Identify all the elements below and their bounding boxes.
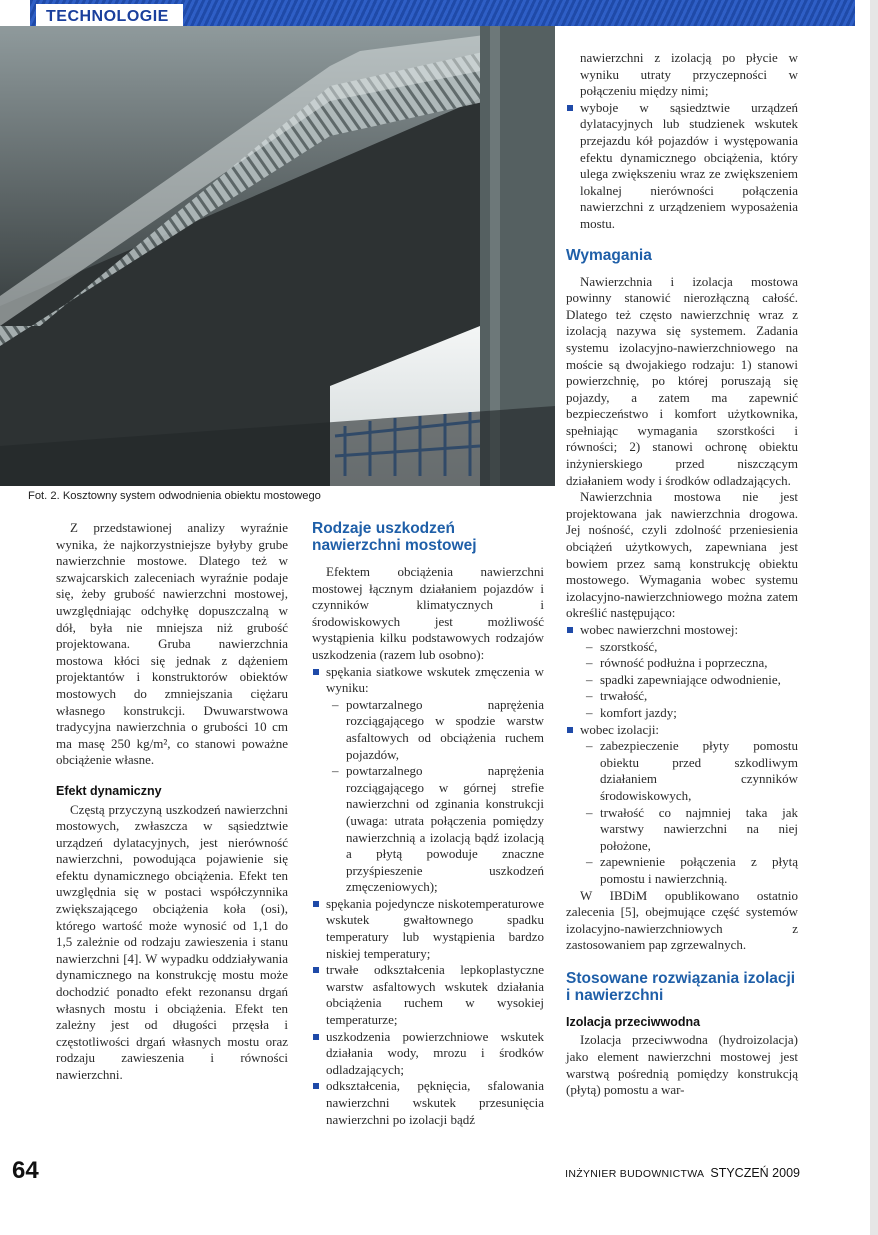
bridge-photo [0, 26, 555, 486]
paragraph: Częstą przyczyną uszkodzeń nawierzchni mostowych, zwłaszcza w sąsiedztwie urządzeń dylatacyjnych, jest nierówność nawierzchni, powodująca pojawienie się efektu dynamicznego obciążenia. Efekt ten uwzględnia się w postaci współczynnika zwiększającego obciążenia koła (osi), którego wartość może wynosić od 1,1 do 1,5 zależnie od rodzaju zawieszenia i stanu nawierzchni [4]. W wypadku oddziaływania dynamicznego na konstrukcję mostu może dochodzić ponadto efekt rezonansu drgań własnych mostu i obciążenia. Efekt ten zależny jest od długości przęsła i częstotliwości drgań własnych mostu oraz rodzaju zawieszenia i równości nawierzchni. [56, 801, 288, 1082]
sub-list-item: – trwałość co najmniej taka jak warstwy nawierzchni na niej położone, [586, 805, 798, 855]
paragraph: Efektem obciążenia nawierzchni mostowej łącznym działaniem pojazdów i czynników klimatycznych i środowiskowych jest możliwość wystąpienia kilku podstawowych rodzajów uszkodzenia (razem lub osobno): [312, 564, 544, 662]
bridge-drainage-image [0, 26, 555, 486]
list-item-text: wobec izolacji: [580, 721, 660, 737]
sub-list-item: – trwałość, [586, 688, 798, 705]
list-item: spękania pojedyncze niskotemperaturowe wskutek gwałtownego spadku temperatury lub wystąpienia bardzo niskiej temperatury; [312, 896, 544, 962]
issue-date: STYCZEŃ 2009 [710, 1166, 800, 1180]
sub-list-item: – spadki zapewniające odwodnienie, [586, 672, 798, 689]
list-item [312, 664, 544, 896]
sub-list-item: – równość podłużna i poprzeczna, [586, 655, 798, 672]
list-item: uszkodzenia powierzchniowe wskutek działania wody, mrozu i środków odladzających; [312, 1029, 544, 1079]
column-3 [566, 50, 798, 1099]
list-item-text: spękania siatkowe wskutek zmęczenia w wyniku: [326, 663, 544, 696]
column-1 [56, 520, 288, 1084]
sub-list-item: – powtarzalnego naprężenia rozciągającego w spodzie warstw asfaltowych od obciążenia ruchem pojazdów, [332, 697, 544, 763]
list-item: odkształcenia, pęknięcia, sfalowania nawierzchni wskutek przesunięcia nawierzchni po izolacji bądź [312, 1078, 544, 1128]
sub-list-item: – powtarzalnego naprężenia rozciągającego w górnej strefie nawierzchni od zginania konstrukcji (uwaga: utrata połączenia pomiędzy nawierzchnią a izolacją bądź izolacją a płytą powoduje znaczne przyśpieszenie uszkodzeń zmęczeniowych); [332, 763, 544, 896]
sub-list-item: – zapewnienie połączenia z płytą pomostu i nawierzchnią. [586, 854, 798, 887]
column-2 [312, 520, 544, 1128]
sub-list [326, 697, 544, 896]
damage-list-continued [566, 100, 798, 233]
sub-list-item: – komfort jazdy; [586, 705, 798, 722]
paragraph: Izolacja przeciwwodna (hydroizolacja) jako element nawierzchni mostowej jest warstwą pośrednią pomiędzy konstrukcją (płytą) pomostu a war- [566, 1032, 798, 1098]
list-item [566, 722, 798, 888]
requirements-list [566, 622, 798, 888]
subheading-dynamic-effect: Efekt dynamiczny [56, 783, 162, 798]
list-continuation: nawierzchni z izolacją po płycie w wyniku utraty przyczepności w połączeniu między nimi; [580, 50, 798, 99]
paragraph: Nawierzchnia i izolacja mostowa powinny stanowić nierozłączną całość. Dlatego też często nawierzchnię wraz z izolacją nazywa się systemem. Zadania systemu izolacyjno-nawierzchniowego na moście są dwojakiego rodzaju: 1) stanowi powierzchnię, po której poruszają się pojazdy, a zatem ma zapewnić bezpieczeństwo i komfort użytkownika, spełniając wymagania szorstkości i równości; 2) stanowi ochronę obiektu inżynierskiego przed niszczącym działaniem wody i środków odladzających. [566, 273, 798, 488]
paragraph: Nawierzchnia mostowa nie jest projektowana jak nawierzchnia drogowa. Jej nośność, czyli zdolność przeniesienia obciążeń użytkowych, zapewniana jest bowiem przez samą konstrukcję obiektu mostowego. Wymagania wobec systemu izolacyjno-nawierzchniowego można zatem określić następująco: [566, 489, 798, 621]
heading-requirements: Wymagania [566, 246, 652, 264]
page-number: 64 [12, 1157, 39, 1184]
sub-list [580, 639, 798, 722]
magazine-name: INŻYNIER BUDOWNICTWA [565, 1168, 705, 1180]
list-item [566, 622, 798, 722]
subheading-waterproofing: Izolacja przeciwwodna [566, 1014, 701, 1029]
list-item: wyboje w sąsiedztwie urządzeń dylatacyjnych lub studzienek wskutek przejazdu kół pojazdów i występowania efektu dynamicznego obciążenia, który ulega zwiększeniu wraz ze zwiększeniem lokalnej nierówności połączenia nawierzchni z urządzeniem wyposażenia mostu. [566, 100, 798, 233]
sub-list-item: – szorstkość, [586, 639, 798, 656]
section-tag: TECHNOLOGIE [36, 4, 183, 30]
list-item: trwałe odkształcenia lepkoplastyczne warstw asfaltowych wskutek działania obciążenia ruchem w wysokiej temperaturze; [312, 962, 544, 1028]
heading-damage-types: Rodzaje uszkodzeń nawierzchni mostowej [312, 520, 477, 554]
sub-list [580, 738, 798, 887]
footer [565, 1166, 800, 1180]
figure-caption: Fot. 2. Kosztowny system odwodnienia obiektu mostowego [28, 490, 321, 502]
paragraph: Z przedstawionej analizy wyraźnie wynika, że najkorzystniejsze byłyby grube nawierzchnie mostowe. Dlatego też w szwajcarskich zaleceniach wyraźnie podaje się, żeby grubość nawierzchni mostowej, uwzględniając odchyłkę dopuszczalną w dół, była nie mniejsza niż grubość projektowana. Gruba nawierzchnia mostowa kłóci się jednak z dążeniem projektantów i konstruktorów obiektów mostowych do zmniejszania ciężaru własnego konstrukcji. Dwuwarstwowa tradycyjna nawierzchnia o grubości 10 cm ma masę 250 kg/m², co stanowi poważne obciążenie własne. [56, 520, 288, 768]
damage-list [312, 664, 544, 1129]
list-item-text: wobec nawierzchni mostowej: [580, 622, 739, 637]
paragraph: W IBDiM opublikowano ostatnio zalecenia [5], obejmujące część systemów izolacyjno-nawierzchniowych z zastosowaniem pap zgrzewalnych. [566, 887, 798, 953]
page-edge [870, 0, 878, 1235]
heading-solutions: Stosowane rozwiązania izolacji i nawierzchni [566, 969, 796, 1004]
sub-list-item: – zabezpieczenie płyty pomostu obiektu przed szkodliwym działaniem czynników środowiskowych, [586, 738, 798, 804]
